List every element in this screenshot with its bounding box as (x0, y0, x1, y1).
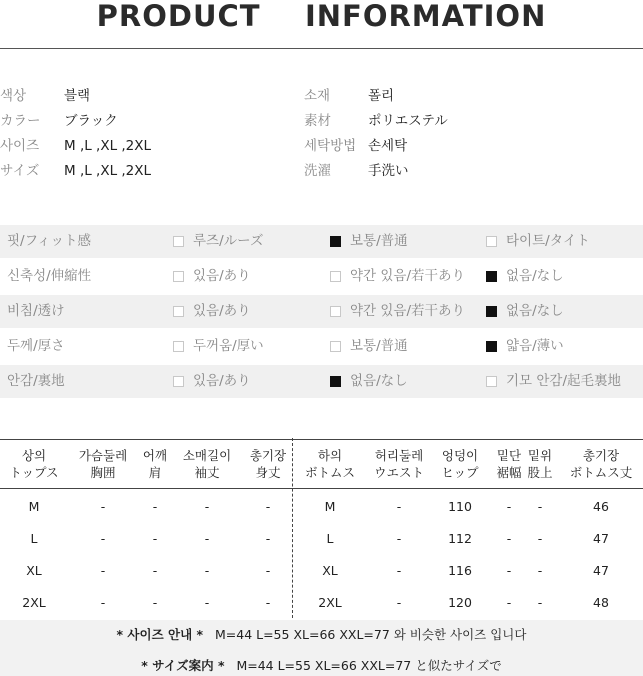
table-header-rule (0, 488, 643, 489)
fit-row (0, 330, 643, 363)
table-cell: - (265, 563, 271, 578)
unchecked-box-icon (173, 376, 184, 387)
fit-option (173, 365, 251, 398)
table-cell: 47 (593, 563, 609, 578)
table-cell: - (100, 595, 106, 610)
info-label: 소재 (304, 88, 331, 104)
fit-option (173, 295, 251, 328)
info-value: 블랙 (64, 88, 91, 104)
column-header: 어깨 (142, 448, 168, 463)
table-cell: - (506, 499, 512, 514)
fit-option-label: 타이트/タイト (506, 233, 590, 249)
fit-option-label: 두꺼움/厚い (193, 338, 264, 354)
info-label: サイズ (0, 163, 40, 179)
fit-option (486, 260, 564, 293)
table-cell: L (326, 531, 334, 546)
column-header: 股上 (527, 465, 553, 480)
table-divider (292, 438, 293, 618)
column-header: 총기장 (582, 448, 620, 463)
table-cell: - (152, 531, 158, 546)
checked-box-icon (330, 376, 341, 387)
column-header: 肩 (148, 465, 162, 480)
fit-label: 두께/厚さ (7, 338, 65, 354)
checked-box-icon (486, 271, 497, 282)
column-header: ボトムス丈 (569, 465, 633, 480)
column-header: 소매길이 (182, 448, 232, 463)
fit-option (173, 260, 251, 293)
info-label: 색상 (0, 88, 27, 104)
size-note-ja (0, 657, 643, 675)
table-cell: - (396, 531, 402, 546)
table-cell: 120 (448, 595, 472, 610)
table-cell: - (506, 595, 512, 610)
table-cell: 48 (593, 595, 609, 610)
fit-label: 비침/透け (7, 303, 65, 319)
info-value: M ,L ,XL ,2XL (64, 138, 152, 154)
info-row (0, 136, 300, 156)
column-header: 身丈 (255, 465, 281, 480)
size-notes (0, 620, 643, 676)
fit-row (0, 295, 643, 328)
size-note-ja-title: * サイズ案内 * (141, 658, 225, 673)
fit-option-label: 없음/なし (506, 303, 564, 319)
fit-option (486, 295, 564, 328)
unchecked-box-icon (173, 236, 184, 247)
table-cell: - (506, 531, 512, 546)
info-value: ブラック (64, 113, 118, 129)
fit-row (0, 225, 643, 258)
size-note-ko (0, 626, 643, 644)
info-label: 사이즈 (0, 138, 40, 154)
unchecked-box-icon (173, 271, 184, 282)
fit-option (330, 295, 465, 328)
fit-option-label: 약간 있음/若干あり (350, 303, 466, 319)
fit-option (486, 365, 621, 398)
column-header: 胸囲 (90, 465, 116, 480)
info-value: 폴리 (368, 88, 395, 104)
column-header: 밑단 (496, 448, 522, 463)
table-cell: L (30, 531, 38, 546)
fit-label: 안감/裏地 (7, 373, 65, 389)
fit-label: 신축성/伸縮性 (7, 268, 92, 284)
fit-option-label: 보통/普通 (350, 338, 408, 354)
table-cell: 2XL (22, 595, 46, 610)
fit-option-label: 기모 안감/起毛裏地 (506, 373, 622, 389)
table-cell: - (152, 499, 158, 514)
table-top-rule (0, 439, 643, 440)
table-cell: - (265, 531, 271, 546)
info-label: 素材 (304, 113, 331, 129)
table-cell: 2XL (318, 595, 342, 610)
unchecked-box-icon (330, 306, 341, 317)
table-cell: XL (322, 563, 338, 578)
table-cell: - (204, 595, 210, 610)
table-cell: - (396, 563, 402, 578)
fit-option-label: 약간 있음/若干あり (350, 268, 466, 284)
fit-option-label: 없음/なし (506, 268, 564, 284)
table-cell: - (506, 563, 512, 578)
table-cell: - (537, 531, 543, 546)
table-cell: M (28, 499, 40, 514)
table-cell: - (396, 595, 402, 610)
fit-option (330, 365, 408, 398)
table-cell: M (324, 499, 336, 514)
info-label: 세탁방법 (304, 138, 357, 154)
fit-label: 핏/フィット感 (7, 233, 92, 249)
fit-option-label: 있음/あり (193, 268, 251, 284)
unchecked-box-icon (173, 306, 184, 317)
table-cell: - (204, 499, 210, 514)
info-row (304, 161, 604, 181)
checked-box-icon (486, 341, 497, 352)
table-cell: - (537, 595, 543, 610)
table-cell: - (100, 499, 106, 514)
unchecked-box-icon (173, 341, 184, 352)
table-cell: - (152, 595, 158, 610)
table-cell: 47 (593, 531, 609, 546)
table-cell: - (537, 563, 543, 578)
table-cell: 116 (448, 563, 472, 578)
info-row (0, 111, 300, 131)
fit-option (486, 225, 590, 258)
table-cell: - (204, 531, 210, 546)
table-cell: - (537, 499, 543, 514)
table-cell: - (396, 499, 402, 514)
table-cell: XL (26, 563, 42, 578)
info-row (304, 136, 604, 156)
size-note-ja-text: M=44 L=55 XL=66 XXL=77 と似たサイズで (236, 658, 502, 673)
info-value: M ,L ,XL ,2XL (64, 163, 152, 179)
fit-option (486, 330, 564, 363)
table-cell: - (204, 563, 210, 578)
info-label: カラー (0, 113, 41, 129)
column-header: 밑위 (527, 448, 553, 463)
column-header: 총기장 (249, 448, 287, 463)
fit-option-label: 루즈/ルーズ (193, 233, 264, 249)
fit-row (0, 260, 643, 293)
checked-box-icon (486, 306, 497, 317)
column-header: トップス (9, 465, 59, 480)
column-header: ヒップ (441, 465, 479, 480)
title-divider (0, 48, 643, 49)
size-note-ko-title: * 사이즈 안내 * (116, 627, 204, 642)
table-cell: - (100, 563, 106, 578)
unchecked-box-icon (330, 341, 341, 352)
column-header: ウエスト (373, 465, 425, 480)
column-header: 하의 (317, 448, 343, 463)
unchecked-box-icon (486, 236, 497, 247)
fit-option (173, 225, 263, 258)
info-row (304, 111, 604, 131)
fit-option (330, 225, 408, 258)
column-header: 袖丈 (194, 465, 220, 480)
size-note-ko-text: M=44 L=55 XL=66 XXL=77 와 비슷한 사이즈 입니다 (214, 627, 527, 642)
column-header: 가슴둘레 (78, 448, 128, 463)
info-row (304, 86, 604, 106)
fit-option-label: 없음/なし (350, 373, 408, 389)
column-header: 裾幅 (496, 465, 522, 480)
column-header: ボトムス (304, 465, 356, 480)
fit-option-label: 보통/普通 (350, 233, 408, 249)
fit-option (330, 260, 465, 293)
fit-option (173, 330, 264, 363)
table-cell: - (152, 563, 158, 578)
info-row (0, 86, 300, 106)
table-cell: 112 (448, 531, 472, 546)
unchecked-box-icon (486, 376, 497, 387)
page-title: PRODUCT INFORMATION (96, 0, 547, 33)
table-cell: 110 (448, 499, 472, 514)
table-cell: 46 (593, 499, 609, 514)
unchecked-box-icon (330, 271, 341, 282)
info-row (0, 161, 300, 181)
info-label: 洗濯 (304, 163, 331, 179)
column-header: 엉덩이 (441, 448, 479, 463)
column-header: 상의 (21, 448, 47, 463)
info-value: 손세탁 (368, 138, 408, 154)
table-cell: - (265, 499, 271, 514)
fit-option-label: 있음/あり (193, 373, 251, 389)
info-value: 手洗い (368, 163, 409, 179)
checked-box-icon (330, 236, 341, 247)
table-cell: - (100, 531, 106, 546)
info-value: ポリエステル (368, 113, 448, 129)
column-header: 허리둘레 (374, 448, 424, 463)
fit-option-label: 얇음/薄い (506, 338, 564, 354)
fit-option-label: 있음/あり (193, 303, 251, 319)
table-cell: - (265, 595, 271, 610)
fit-option (330, 330, 408, 363)
fit-row (0, 365, 643, 398)
